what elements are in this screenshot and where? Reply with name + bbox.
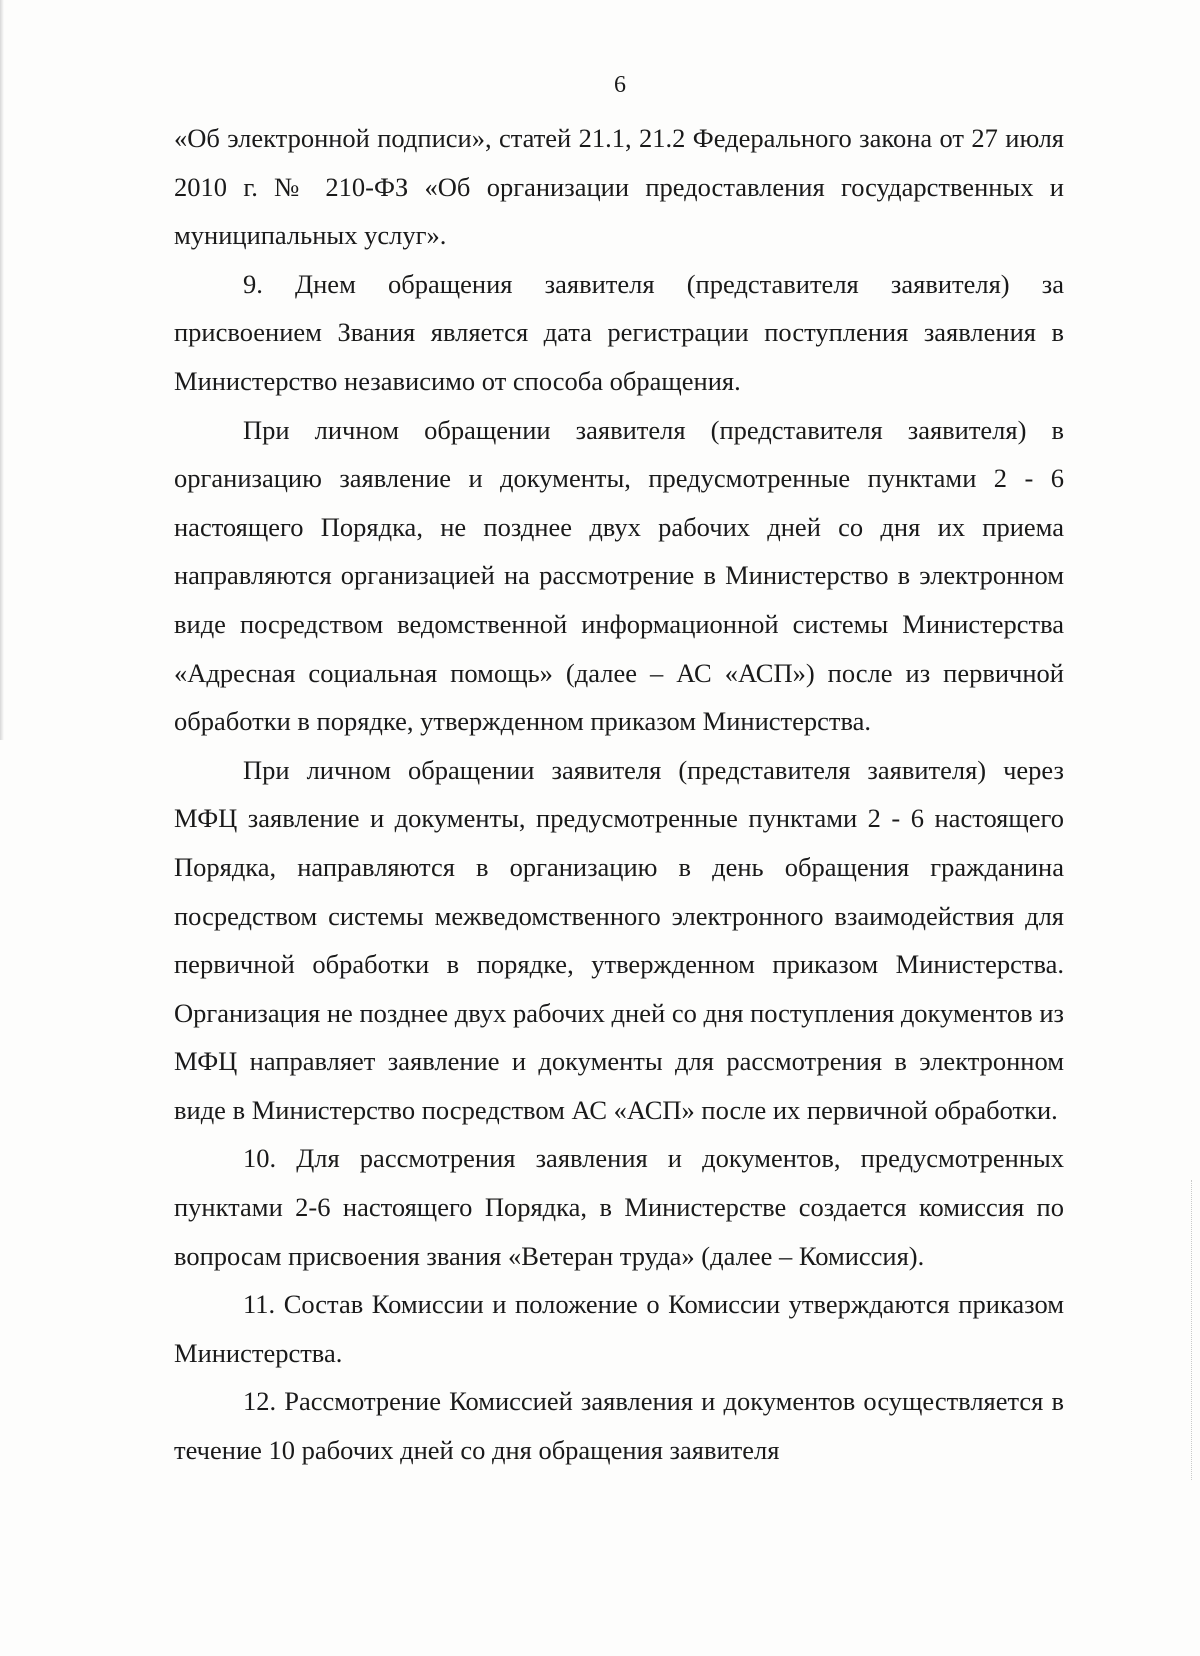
- paragraph-item-10: 10. Для рассмотрения заявления и документов, предусмотренных пунктами 2-6 настоящего Порядка, в Министерстве создается комиссия по вопросам присвоения звания «Ветеран труда» (далее – Комиссия).: [174, 1143, 1064, 1271]
- scan-margin-marks: [1189, 1180, 1192, 1480]
- page-number: 6: [614, 72, 626, 98]
- paragraph-item-9: 9. Днем обращения заявителя (представителя заявителя) за присвоением Звания является дата регистрации поступления заявления в Министерство независимо от способа обращения.: [174, 268, 1064, 396]
- paragraph-item-11: 11. Состав Комиссии и положение о Комиссии утверждаются приказом Министерства.: [174, 1289, 1064, 1368]
- paragraph-item-12: 12. Рассмотрение Комиссией заявления и документов осуществляется в течение 10 рабочих дней со дня обращения заявителя: [174, 1386, 1064, 1466]
- paragraph-continuation: «Об электронной подписи», статей 21.1, 21.2 Федерального закона от 27 июля 2010 г. № 210-ФЗ «Об организации предоставления государственных и муниципальных услуг».: [174, 123, 1064, 251]
- scan-edge-shadow: [0, 0, 4, 740]
- paragraph-personal-application-organization: При личном обращении заявителя (представителя заявителя) в организацию заявление и документы, предусмотренные пунктами 2 - 6 настоящего Порядка, не позднее двух рабочих дней со дня их приема направляются организацией на рассмотрение в Министерство в электронном виде посредством ведомственной информационной системы Министерства «Адресная социальная помощь» (далее – АС «АСП») после из первичной обработки в порядке, утвержденном приказом Министерства.: [174, 414, 1064, 737]
- paragraph-personal-application-mfc: При личном обращении заявителя (представителя заявителя) через МФЦ заявление и документы, предусмотренные пунктами 2 - 6 настоящего Порядка, направляются в организацию в день обращения гражданина посредством системы межведомственного электронного взаимодействия для первичной обработки в порядке, утвержденном приказом Министерства. Организация не позднее двух рабочих дней со дня поступления документов из МФЦ направляет заявление и документы для рассмотрения в электронном виде в Министерство посредством АС «АСП» после их первичной обработки.: [174, 754, 1064, 1125]
- document-body: [174, 114, 1064, 1475]
